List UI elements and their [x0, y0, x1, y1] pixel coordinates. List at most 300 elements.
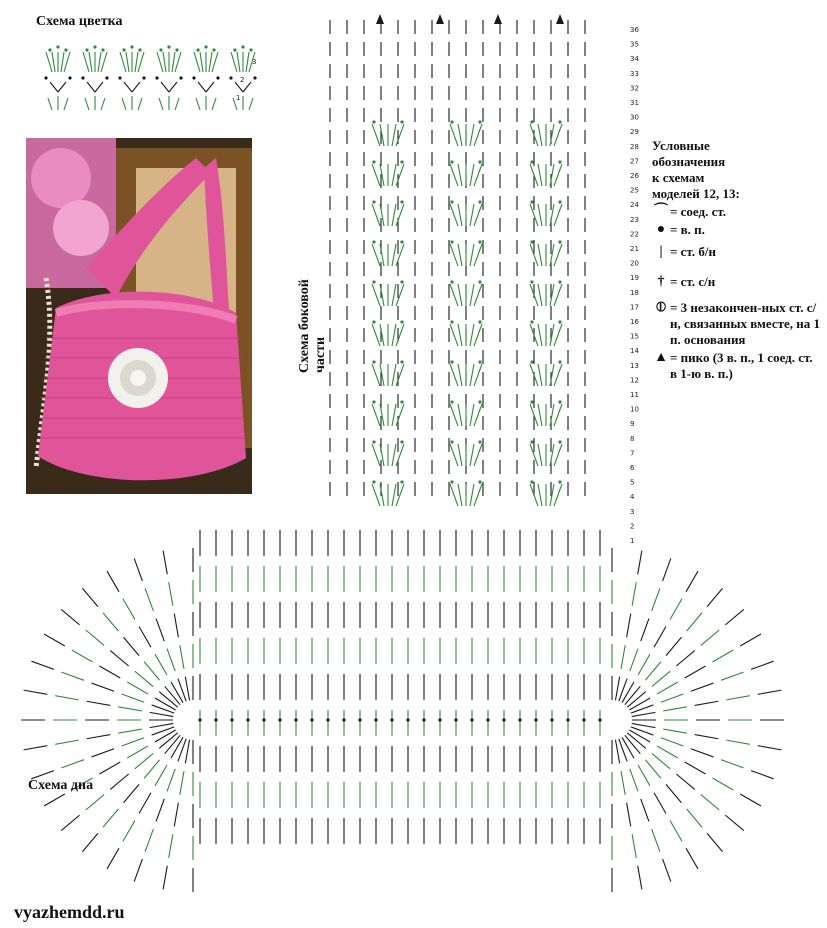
stitch-mark — [135, 753, 153, 768]
side-chart-title-line2: части — [313, 336, 328, 373]
chain-mark — [400, 240, 403, 243]
chain-mark — [550, 718, 553, 721]
legend-item-double-crochet — [652, 274, 822, 290]
stitch-mark — [44, 634, 65, 646]
chain-mark — [253, 76, 256, 79]
stitch-mark — [157, 52, 163, 72]
stitch-mark — [194, 52, 200, 72]
stitch-mark — [474, 164, 482, 186]
stitch-mark — [622, 737, 634, 758]
chain-mark — [558, 120, 561, 123]
side-row-number: 26 — [630, 172, 639, 180]
chain-mark — [294, 718, 297, 721]
stitch-mark — [185, 677, 189, 701]
stitch-mark — [55, 740, 79, 744]
legend-heading-4: моделей 12, 13: — [652, 186, 740, 201]
stitch-mark — [200, 52, 203, 72]
stitch-mark — [554, 124, 562, 146]
stitch-mark — [87, 701, 111, 705]
stitch-mark — [124, 82, 132, 92]
side-row-number: 6 — [630, 464, 635, 472]
stitch-mark — [652, 671, 670, 686]
side-row-number: 13 — [630, 361, 639, 370]
stitch-mark — [621, 771, 625, 795]
side-row-number: 1 — [630, 537, 635, 545]
chain-mark — [278, 718, 281, 721]
stitch-mark — [155, 765, 167, 786]
stitch-mark — [24, 690, 48, 694]
side-row-number: 14 — [630, 347, 639, 356]
stitch-mark — [152, 705, 175, 713]
chain-mark — [478, 320, 481, 323]
stitch-mark — [691, 683, 714, 691]
stitch-mark — [701, 795, 719, 810]
chain-mark — [518, 718, 521, 721]
stitch-mark — [474, 124, 482, 146]
chain-mark — [478, 200, 481, 203]
stitch-mark — [686, 848, 698, 869]
stitch-mark — [554, 284, 562, 306]
chain-mark — [372, 400, 375, 403]
flower-row-number: 3 — [252, 58, 257, 66]
stitch-mark — [61, 609, 79, 624]
side-row-number: 23 — [630, 215, 639, 224]
chain-mark — [372, 200, 375, 203]
stitch-mark — [139, 626, 151, 647]
stitch-mark — [470, 164, 474, 186]
stitch-mark — [632, 712, 656, 716]
stitch-mark — [372, 204, 380, 226]
stitch-mark — [159, 98, 163, 110]
chain-mark — [214, 718, 217, 721]
chain-mark — [530, 360, 533, 363]
stitch-mark — [372, 284, 380, 306]
side-row-number: 36 — [630, 26, 639, 34]
side-row-number: 12 — [630, 376, 639, 385]
stitch-mark — [64, 98, 68, 110]
stitch-mark — [92, 749, 115, 757]
stitch-mark — [725, 815, 743, 830]
chain-mark — [192, 76, 195, 79]
stitch-mark — [751, 771, 774, 779]
stitch-mark — [652, 753, 670, 768]
chain-mark — [400, 200, 403, 203]
chain-mark — [167, 45, 170, 48]
chain-mark — [241, 45, 244, 48]
side-chart-title — [290, 245, 330, 375]
chain-mark — [246, 718, 249, 721]
chain-mark — [558, 440, 561, 443]
stitch-mark — [167, 769, 175, 792]
side-chart-title-line1: Схема боковой — [297, 279, 312, 373]
stitch-mark — [450, 204, 458, 226]
stitch-mark — [641, 619, 649, 642]
stitch-mark — [163, 551, 167, 575]
stitch-mark — [145, 588, 153, 611]
stitch-mark — [663, 729, 687, 733]
chain-mark — [372, 280, 375, 283]
chain-mark — [582, 718, 585, 721]
chain-mark — [558, 320, 561, 323]
stitch-mark — [99, 666, 120, 678]
stitch-mark — [392, 164, 396, 186]
chain-mark — [478, 240, 481, 243]
stitch-mark — [392, 364, 396, 386]
stitch-mark — [538, 444, 542, 466]
stitch-mark — [458, 204, 462, 226]
stitch-mark — [458, 244, 462, 266]
stitch-mark — [89, 52, 92, 72]
stitch-mark — [174, 614, 178, 638]
stitch-mark — [396, 284, 404, 306]
chain-mark — [400, 440, 403, 443]
flower-chart-title: Схема цветка — [36, 14, 123, 29]
stitch-mark — [50, 82, 58, 92]
stitch-mark — [726, 740, 750, 744]
stitch-mark — [209, 52, 212, 72]
stitch-mark — [470, 284, 474, 306]
chain-mark — [262, 718, 265, 721]
stitch-mark — [61, 672, 84, 680]
chain-mark — [450, 440, 453, 443]
cluster-icon: ⦶ — [655, 300, 667, 315]
stitch-mark — [474, 484, 482, 506]
stitch-mark — [138, 98, 142, 110]
stitch-mark — [171, 682, 183, 703]
stitch-mark — [695, 701, 719, 705]
legend — [652, 138, 822, 382]
stitch-mark — [126, 52, 129, 72]
stitch-mark — [163, 52, 166, 72]
stitch-mark — [474, 444, 482, 466]
stitch-mark — [458, 164, 462, 186]
chain-mark — [478, 160, 481, 163]
stitch-mark — [172, 52, 175, 72]
chain-mark — [93, 45, 96, 48]
picot-mark — [436, 14, 444, 24]
stitch-mark — [458, 284, 462, 306]
stitch-mark — [46, 52, 52, 72]
picot-mark — [494, 14, 502, 24]
chain-mark — [454, 718, 457, 721]
stitch-mark — [155, 698, 176, 710]
stitch-mark — [619, 739, 627, 762]
stitch-mark — [175, 52, 181, 72]
stitch-mark — [372, 324, 380, 346]
stitch-mark — [396, 404, 404, 426]
chain-mark — [450, 320, 453, 323]
stitch-mark — [666, 784, 681, 802]
side-row-number: 32 — [630, 84, 639, 93]
stitch-mark — [470, 124, 474, 146]
chain-mark — [478, 280, 481, 283]
stitch-mark — [185, 740, 189, 764]
chain-mark — [101, 48, 104, 51]
stitch-mark — [124, 637, 139, 655]
flower-chart — [44, 45, 256, 110]
bottom-chart — [21, 530, 784, 892]
legend-item-cluster — [652, 300, 822, 348]
stitch-mark — [64, 52, 70, 72]
side-row-number: 18 — [630, 288, 639, 297]
stitch-mark — [396, 244, 404, 266]
stitch-mark — [392, 244, 396, 266]
stitch-mark — [372, 364, 380, 386]
chain-mark — [558, 280, 561, 283]
side-row-number: 9 — [630, 420, 635, 429]
chain-mark — [558, 480, 561, 483]
stitch-mark — [622, 682, 634, 703]
stitch-mark — [554, 444, 562, 466]
chain-mark — [478, 480, 481, 483]
chain-mark — [450, 120, 453, 123]
stitch-mark — [196, 98, 200, 110]
stitch-mark — [629, 698, 650, 710]
stitch-mark — [474, 364, 482, 386]
chain-mark — [179, 76, 182, 79]
chain-mark — [530, 440, 533, 443]
stitch-mark — [707, 588, 722, 606]
stitch-mark — [554, 404, 562, 426]
side-row-number: 17 — [630, 303, 639, 312]
stitch-mark — [725, 609, 743, 624]
chain-mark — [44, 76, 47, 79]
stitch-mark — [396, 124, 404, 146]
side-row-number: 7 — [630, 449, 635, 458]
chain-mark — [204, 45, 207, 48]
side-row-number: 8 — [630, 434, 635, 443]
stitch-mark — [691, 749, 714, 757]
stitch-mark — [470, 204, 474, 226]
chain-mark — [310, 718, 313, 721]
stitch-mark — [474, 404, 482, 426]
flower-row-number: 2 — [240, 76, 245, 84]
stitch-mark — [652, 588, 660, 611]
stitch-mark — [630, 649, 638, 672]
chain-mark — [530, 400, 533, 403]
side-row-number: 24 — [630, 201, 639, 210]
stitch-mark — [98, 52, 101, 72]
chain-mark — [390, 718, 393, 721]
stitch-mark — [175, 98, 179, 110]
chain-mark — [530, 320, 533, 323]
stitch-mark — [631, 727, 654, 735]
stitch-mark — [619, 679, 627, 702]
chain-mark — [56, 45, 59, 48]
stitch-mark — [135, 52, 138, 72]
single-crochet-icon: | — [659, 244, 663, 259]
stitch-mark — [156, 619, 164, 642]
chain-mark — [450, 360, 453, 363]
stitch-mark — [627, 614, 631, 638]
chain-mark — [450, 200, 453, 203]
chain-mark — [142, 76, 145, 79]
chain-mark — [155, 76, 158, 79]
stitch-mark — [670, 599, 682, 620]
stitch-mark — [372, 484, 380, 506]
stitch-mark — [392, 404, 396, 426]
stitch-mark — [392, 284, 396, 306]
side-row-number: 30 — [630, 113, 639, 122]
stitch-mark — [132, 82, 140, 92]
legend-heading-2: обозначения — [652, 154, 726, 169]
legend-text: = соед. ст. — [670, 204, 727, 219]
stitch-mark — [554, 484, 562, 506]
stitch-mark — [127, 746, 148, 758]
chain-mark — [598, 718, 601, 721]
stitch-mark — [630, 769, 638, 792]
stitch-mark — [615, 677, 619, 701]
chain-mark — [450, 160, 453, 163]
stitch-mark — [638, 765, 650, 786]
stitch-mark — [554, 324, 562, 346]
side-row-number: 15 — [630, 332, 639, 341]
chain-mark — [400, 360, 403, 363]
chain-mark — [400, 160, 403, 163]
chain-mark — [230, 718, 233, 721]
side-part-chart — [330, 14, 585, 506]
chain-mark — [229, 76, 232, 79]
stitch-mark — [61, 52, 64, 72]
stitch-mark — [99, 762, 120, 774]
chain-mark — [64, 48, 67, 51]
stitch-mark — [470, 444, 474, 466]
stitch-mark — [178, 739, 186, 762]
stitch-mark — [103, 613, 118, 631]
chain-mark — [85, 48, 88, 51]
stitch-mark — [180, 771, 184, 795]
chain-mark — [105, 76, 108, 79]
stitch-mark — [685, 666, 706, 678]
stitch-mark — [450, 444, 458, 466]
chain-mark — [372, 360, 375, 363]
stitch-mark — [180, 645, 184, 669]
chain-mark — [198, 718, 201, 721]
stitch-mark — [396, 204, 404, 226]
stitch-mark — [712, 778, 733, 790]
chain-mark — [372, 440, 375, 443]
stitch-mark — [61, 760, 84, 768]
stitch-mark — [118, 729, 142, 733]
stitch-mark — [86, 795, 104, 810]
chain-mark — [534, 718, 537, 721]
stitch-mark — [396, 164, 404, 186]
stitch-mark — [470, 324, 474, 346]
stitch-mark — [538, 124, 542, 146]
stitch-mark — [686, 571, 698, 592]
stitch-mark — [152, 727, 175, 735]
side-row-number: 3 — [630, 507, 635, 516]
stitch-mark — [72, 650, 93, 662]
chain-mark — [566, 718, 569, 721]
stitch-mark — [657, 682, 678, 694]
stitch-mark — [450, 124, 458, 146]
chain-mark — [372, 160, 375, 163]
stitch-mark — [169, 834, 173, 858]
legend-text: = пико (3 в. п., 1 соед. ст. в 1-ю в. п.) — [670, 350, 813, 381]
chain-mark — [326, 718, 329, 721]
stitch-mark — [82, 833, 97, 851]
stitch-mark — [372, 404, 380, 426]
stitch-mark — [24, 746, 48, 750]
stitch-mark — [458, 364, 462, 386]
stitch-mark — [212, 52, 218, 72]
chain-stitch-icon: ● — [656, 222, 666, 237]
stitch-mark — [110, 651, 128, 666]
stitch-mark — [107, 848, 119, 869]
bottom-chart-title: Схема дна — [28, 778, 94, 793]
stitch-mark — [134, 859, 142, 882]
slip-stitch-icon: ⌒ — [654, 204, 668, 219]
stitch-mark — [95, 82, 103, 92]
chain-mark — [372, 120, 375, 123]
stitch-mark — [687, 613, 702, 631]
legend-heading-1: Условные — [652, 138, 710, 153]
stitch-mark — [396, 444, 404, 466]
stitch-mark — [676, 774, 694, 789]
side-row-number: 10 — [630, 405, 639, 414]
stitch-mark — [165, 735, 180, 753]
legend-item-chain — [652, 222, 822, 238]
stitch-mark — [165, 686, 180, 704]
picot-mark — [376, 14, 384, 24]
stitch-mark — [470, 484, 474, 506]
chain-mark — [400, 320, 403, 323]
stitch-mark — [629, 730, 650, 742]
stitch-mark — [687, 809, 702, 827]
stitch-mark — [726, 696, 750, 700]
chain-mark — [372, 480, 375, 483]
stitch-mark — [663, 707, 687, 711]
side-row-number: 22 — [630, 230, 639, 239]
stitch-mark — [740, 634, 761, 646]
stitch-mark — [530, 324, 538, 346]
stitch-mark — [538, 324, 542, 346]
side-row-number: 28 — [630, 142, 639, 151]
stitch-mark — [627, 733, 645, 748]
side-row-number: 35 — [630, 40, 639, 49]
side-row-number: 5 — [630, 478, 635, 487]
stitch-mark — [159, 733, 177, 748]
stitch-mark — [458, 124, 462, 146]
chain-mark — [450, 400, 453, 403]
stitch-mark — [474, 324, 482, 346]
chain-mark — [422, 718, 425, 721]
stitch-mark — [645, 662, 660, 680]
stitch-mark — [110, 774, 128, 789]
stitch-mark — [645, 760, 660, 778]
stitch-mark — [156, 799, 164, 822]
stitch-mark — [638, 654, 650, 675]
side-row-number: 16 — [630, 318, 639, 326]
chain-mark — [450, 480, 453, 483]
stitch-mark — [661, 738, 684, 746]
stitch-mark — [122, 738, 145, 746]
stitch-mark — [538, 484, 542, 506]
stitch-mark — [87, 82, 95, 92]
stitch-mark — [118, 707, 142, 711]
chain-mark — [48, 48, 51, 51]
chain-mark — [372, 320, 375, 323]
stitch-mark — [392, 324, 396, 346]
stitch-mark — [627, 803, 631, 827]
chain-mark — [478, 120, 481, 123]
stitch-mark — [652, 829, 660, 852]
stitch-mark — [554, 164, 562, 186]
stitch-mark — [663, 558, 671, 581]
stitch-mark — [470, 244, 474, 266]
stitch-mark — [632, 834, 636, 858]
